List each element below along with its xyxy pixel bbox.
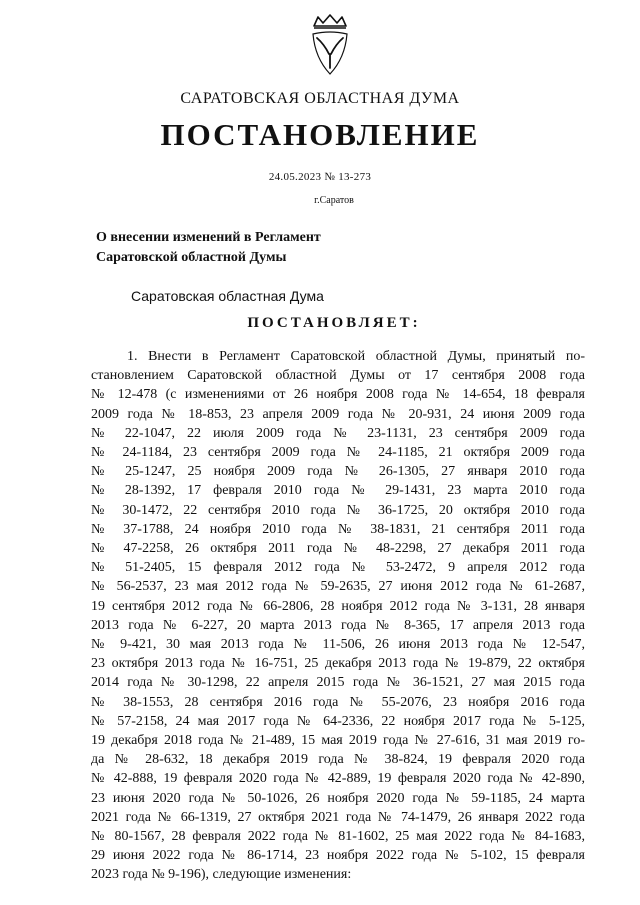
body-line: № 37-1788, 24 ноября 2010 года № 38-1831, 21 сентября 2011 года <box>91 521 585 537</box>
body-line: 23 октября 2013 года № 16-751, 25 декабря 2013 года № 19-879, 22 октября <box>91 656 585 672</box>
body-line: 19 декабря 2018 года № 21-489, 15 мая 2019 года № 27-616, 31 мая 2019 го- <box>91 733 585 749</box>
body-line: 2009 года № 18-853, 23 апреля 2009 года № 20-931, 24 июня 2009 года <box>91 406 585 422</box>
body-line: № 47-2258, 26 октября 2011 года № 48-2298, 27 декабря 2011 года <box>91 541 585 557</box>
enacting-body: Саратовская областная Дума <box>131 288 324 304</box>
body-line: № 56-2537, 23 мая 2012 года № 59-2635, 27 июня 2012 года № 61-2687, <box>91 579 585 595</box>
document-type-title: ПОСТАНОВЛЕНИЕ <box>160 117 480 152</box>
body-line: становлением Саратовской областной Думы от 17 сентября 2008 года <box>91 368 585 384</box>
body-line: № 9-421, 30 мая 2013 года № 11-506, 26 июня 2013 года № 12-547, <box>91 637 585 653</box>
resolution-body <box>91 347 585 885</box>
body-line: № 38-1553, 28 сентября 2016 года № 55-2076, 23 ноября 2016 года <box>91 694 585 710</box>
body-line: № 30-1472, 22 сентября 2010 года № 36-1725, 20 октября 2010 года <box>91 502 585 518</box>
subject-line-1: О внесении изменений в Регламент <box>96 230 321 245</box>
document-date-number: 24.05.2023 № 13-273 <box>268 171 372 183</box>
body-line: № 28-1392, 17 февраля 2010 года № 29-1431, 23 марта 2010 года <box>91 483 585 499</box>
body-line: 2023 года № 9-196), следующие изменения: <box>91 867 352 883</box>
document-city: г.Саратов <box>314 195 354 206</box>
body-line: да № 28-632, 18 декабря 2019 года № 38-824, 19 февраля 2020 года <box>91 752 585 768</box>
body-line: № 12-478 (с изменениями от 26 ноября 2008 года № 14-654, 18 февраля <box>91 387 585 403</box>
body-line: № 42-888, 19 февраля 2020 года № 42-889, 19 февраля 2020 года № 42-890, <box>91 771 585 787</box>
organization-name: САРАТОВСКАЯ ОБЛАСТНАЯ ДУМА <box>180 90 460 107</box>
subject-line-2: Саратовской областной Думы <box>96 250 287 265</box>
body-line: № 25-1247, 25 ноября 2009 года № 26-1305, 27 января 2010 года <box>91 464 585 480</box>
body-line: 2014 года № 30-1298, 22 апреля 2015 года № 36-1521, 27 мая 2015 года <box>91 675 585 691</box>
body-line: № 80-1567, 28 февраля 2022 года № 81-1602, 25 мая 2022 года № 84-1683, <box>91 829 585 845</box>
body-line: 19 сентября 2012 года № 66-2806, 28 ноября 2012 года № 3-131, 28 января <box>91 598 585 614</box>
body-line: 2013 года № 6-227, 20 марта 2013 года № 8-365, 17 апреля 2013 года <box>91 617 585 633</box>
body-line: 1. Внести в Регламент Саратовской областной Думы, принятый по- <box>127 349 585 364</box>
body-line: № 51-2405, 15 февраля 2012 года № 53-2472, 9 апреля 2012 года <box>91 560 585 576</box>
duma-emblem-icon <box>308 14 352 76</box>
body-line: № 22-1047, 22 июля 2009 года № 23-1131, 23 сентября 2009 года <box>91 425 585 441</box>
body-line: 2021 года № 66-1319, 27 октября 2021 года № 74-1479, 26 января 2022 года <box>91 809 585 825</box>
body-line: 23 июня 2020 года № 50-1026, 26 ноября 2020 года № 59-1185, 24 марта <box>91 790 585 806</box>
body-line: № 57-2158, 24 мая 2017 года № 64-2336, 22 ноября 2017 года № 5-125, <box>91 713 585 729</box>
document-subject <box>96 228 396 268</box>
resolves-heading: ПОСТАНОВЛЯЕТ: <box>247 315 421 331</box>
body-line: 29 июня 2022 года № 86-1714, 23 ноября 2022 года № 5-102, 15 февраля <box>91 848 585 864</box>
body-line: № 24-1184, 23 сентября 2009 года № 24-1185, 21 октября 2009 года <box>91 445 585 461</box>
